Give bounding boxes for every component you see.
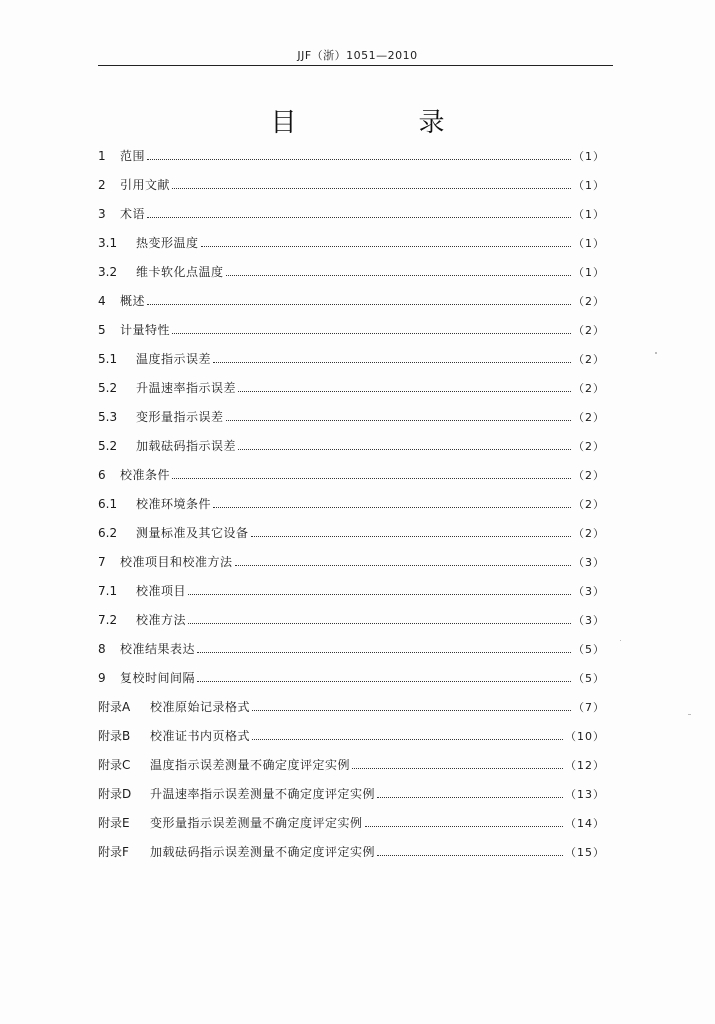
toc-entry-title: 温度指示误差 — [136, 352, 212, 366]
toc-entry-number: 附录C — [98, 758, 131, 772]
toc-entry-number: 3.2 — [98, 265, 118, 279]
toc-entry-page: （1） — [573, 237, 605, 250]
toc-entry[interactable] — [98, 490, 605, 519]
toc-entry-page: （2） — [573, 440, 605, 453]
toc-entry[interactable] — [98, 664, 605, 693]
toc-dot-leader — [188, 623, 571, 624]
toc-dot-leader — [172, 188, 571, 189]
toc-entry-number: 3.1 — [98, 236, 118, 250]
toc-entry-page: （5） — [573, 672, 605, 685]
toc-entry[interactable] — [98, 606, 605, 635]
toc-entry-title: 加载砝码指示误差测量不确定度评定实例 — [150, 845, 376, 859]
toc-entry-title: 引用文献 — [120, 178, 171, 192]
toc-entry-page: （14） — [565, 817, 605, 830]
toc-dot-leader — [377, 797, 563, 798]
toc-entry-title: 计量特性 — [120, 323, 171, 337]
toc-entry-page: （3） — [573, 585, 605, 598]
toc-entry-number: 附录D — [98, 787, 132, 801]
toc-entry-number: 附录A — [98, 700, 131, 714]
toc-entry[interactable] — [98, 809, 605, 838]
header-divider — [98, 65, 613, 66]
toc-entry-page: （1） — [573, 266, 605, 279]
toc-entry-page: （2） — [573, 295, 605, 308]
toc-entry-title: 校准条件 — [120, 468, 171, 482]
toc-dot-leader — [252, 710, 571, 711]
toc-entry-title: 变形量指示误差 — [136, 410, 224, 424]
toc-entry[interactable] — [98, 258, 605, 287]
toc-entry-title: 范围 — [120, 149, 146, 163]
toc-entry[interactable] — [98, 461, 605, 490]
toc-entry-title: 校准证书内页格式 — [150, 729, 251, 743]
toc-entry-title: 校准项目 — [136, 584, 187, 598]
toc-dot-leader — [147, 217, 571, 218]
toc-entry-page: （2） — [573, 353, 605, 366]
toc-entry-number: 6.1 — [98, 497, 118, 511]
toc-entry-title: 热变形温度 — [136, 236, 199, 250]
toc-entry[interactable] — [98, 751, 605, 780]
toc-dot-leader — [201, 246, 571, 247]
toc-entry-title: 变形量指示误差测量不确定度评定实例 — [150, 816, 363, 830]
toc-entry-page: （2） — [573, 324, 605, 337]
toc-entry-page: （3） — [573, 556, 605, 569]
toc-entry-title: 校准环境条件 — [136, 497, 212, 511]
toc-entry-number: 3 — [98, 207, 106, 221]
toc-entry-number: 1 — [98, 149, 106, 163]
toc-dot-leader — [213, 507, 571, 508]
toc-entry-title: 校准结果表达 — [120, 642, 196, 656]
toc-entry-number: 5.2 — [98, 439, 118, 453]
toc-entry-number: 7 — [98, 555, 106, 569]
toc-entry-page: （2） — [573, 382, 605, 395]
toc-entry[interactable] — [98, 635, 605, 664]
toc-entry-number: 5.1 — [98, 352, 118, 366]
toc-entry[interactable] — [98, 374, 605, 403]
toc-entry-title: 校准项目和校准方法 — [120, 555, 233, 569]
toc-entry[interactable] — [98, 577, 605, 606]
toc-entry-title: 加载砝码指示误差 — [136, 439, 237, 453]
table-of-contents — [98, 142, 605, 867]
toc-dot-leader — [235, 565, 571, 566]
toc-entry-number: 9 — [98, 671, 106, 685]
toc-entry-number: 5.3 — [98, 410, 118, 424]
toc-dot-leader — [365, 826, 563, 827]
toc-dot-leader — [252, 739, 563, 740]
toc-dot-leader — [251, 536, 571, 537]
toc-entry[interactable] — [98, 229, 605, 258]
toc-entry[interactable] — [98, 316, 605, 345]
toc-entry-number: 5 — [98, 323, 106, 337]
toc-entry-number: 4 — [98, 294, 106, 308]
toc-entry-number: 6 — [98, 468, 106, 482]
toc-dot-leader — [377, 855, 563, 856]
toc-entry[interactable] — [98, 838, 605, 867]
toc-entry[interactable] — [98, 519, 605, 548]
toc-entry-page: （5） — [573, 643, 605, 656]
toc-entry-title: 校准原始记录格式 — [150, 700, 251, 714]
toc-entry-number: 7.2 — [98, 613, 118, 627]
toc-entry-page: （2） — [573, 498, 605, 511]
toc-entry-number: 附录F — [98, 845, 129, 859]
toc-entry-page: （2） — [573, 411, 605, 424]
toc-entry-number: 8 — [98, 642, 106, 656]
toc-entry[interactable] — [98, 171, 605, 200]
toc-entry-page: （1） — [573, 179, 605, 192]
scan-speck — [620, 640, 621, 641]
scan-speck — [655, 352, 657, 354]
toc-entry-title: 维卡软化点温度 — [136, 265, 224, 279]
toc-dot-leader — [147, 159, 571, 160]
toc-dot-leader — [197, 681, 571, 682]
toc-entry[interactable] — [98, 345, 605, 374]
toc-dot-leader — [226, 275, 571, 276]
toc-entry-number: 5.2 — [98, 381, 118, 395]
toc-dot-leader — [172, 333, 571, 334]
toc-entry[interactable] — [98, 780, 605, 809]
toc-entry-page: （7） — [573, 701, 605, 714]
toc-entry-page: （1） — [573, 208, 605, 221]
toc-dot-leader — [172, 478, 571, 479]
toc-entry-page: （2） — [573, 469, 605, 482]
toc-entry-title: 术语 — [120, 207, 146, 221]
toc-dot-leader — [147, 304, 571, 305]
toc-entry[interactable] — [98, 403, 605, 432]
toc-entry[interactable] — [98, 548, 605, 577]
toc-entry-page: （15） — [565, 846, 605, 859]
toc-dot-leader — [238, 391, 571, 392]
toc-entry-title: 校准方法 — [136, 613, 187, 627]
standard-code-header: JJF（浙）1051—2010 — [297, 49, 418, 62]
toc-entry-page: （1） — [573, 150, 605, 163]
toc-entry-page: （2） — [573, 527, 605, 540]
toc-entry-title: 概述 — [120, 294, 146, 308]
toc-dot-leader — [226, 420, 571, 421]
toc-dot-leader — [188, 594, 571, 595]
toc-entry-number: 附录B — [98, 729, 131, 743]
toc-entry[interactable] — [98, 142, 605, 171]
toc-dot-leader — [213, 362, 571, 363]
toc-entry-title: 复校时间间隔 — [120, 671, 196, 685]
toc-entry-page: （10） — [565, 730, 605, 743]
page-title: 目 录 — [270, 108, 493, 138]
toc-entry[interactable] — [98, 722, 605, 751]
toc-dot-leader — [238, 449, 571, 450]
toc-entry-number: 6.2 — [98, 526, 118, 540]
toc-entry-page: （3） — [573, 614, 605, 627]
toc-entry-number: 附录E — [98, 816, 130, 830]
toc-entry-title: 升温速率指示误差 — [136, 381, 237, 395]
toc-entry-page: （13） — [565, 788, 605, 801]
toc-entry[interactable] — [98, 200, 605, 229]
scan-speck — [688, 714, 691, 715]
toc-entry-title: 测量标准及其它设备 — [136, 526, 249, 540]
toc-dot-leader — [197, 652, 571, 653]
toc-entry-title: 温度指示误差测量不确定度评定实例 — [150, 758, 351, 772]
toc-entry-title: 升温速率指示误差测量不确定度评定实例 — [150, 787, 376, 801]
toc-entry[interactable] — [98, 693, 605, 722]
toc-entry-number: 2 — [98, 178, 106, 192]
toc-entry-page: （12） — [565, 759, 605, 772]
toc-entry[interactable] — [98, 432, 605, 461]
toc-dot-leader — [352, 768, 563, 769]
toc-entry-number: 7.1 — [98, 584, 118, 598]
toc-entry[interactable] — [98, 287, 605, 316]
